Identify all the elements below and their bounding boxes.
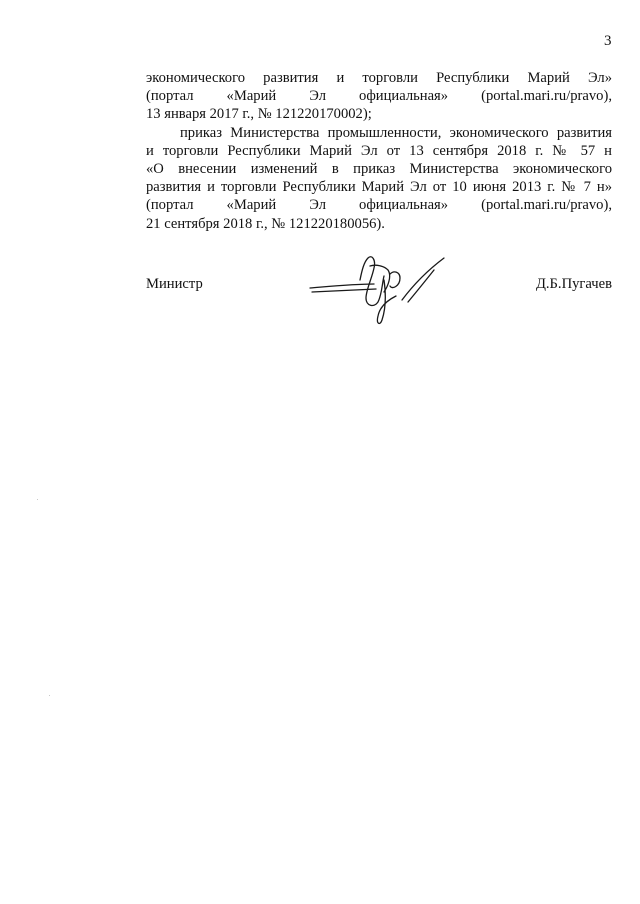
text-line: 13 января 2017 г., № 121220170002); — [146, 106, 372, 123]
signatory-title: Министр — [146, 276, 203, 292]
text-line: 21 сентября 2018 г., № 121220180056). — [146, 215, 385, 232]
handwritten-signature-icon — [304, 240, 464, 332]
text-line: приказ Министерства промышленности, экономического развития — [180, 124, 612, 141]
paragraph-order-reference — [146, 124, 612, 233]
text-line: (портал «Марий Эл официальная» (portal.mari.ru/pravo), — [146, 197, 612, 214]
document-body — [146, 69, 612, 233]
text-line: экономического развития и торговли Республики Марий Эл» — [146, 70, 612, 86]
scan-artifact — [37, 499, 38, 500]
text-line: (портал «Марий Эл официальная» (portal.mari.ru/pravo), — [146, 88, 612, 105]
paragraph-continuation — [146, 69, 612, 124]
text-line: и торговли Республики Марий Эл от 13 сентября 2018 г. № 57 н — [146, 142, 612, 159]
signatory-name: Д.Б.Пугачев — [535, 276, 612, 292]
text-line: развития и торговли Республики Марий Эл от 10 июня 2013 г. № 7 н» — [146, 179, 612, 196]
page-number: 3 — [604, 33, 612, 49]
scan-artifact — [49, 695, 50, 696]
text-line: «О внесении изменений в приказ Министерства экономического — [146, 161, 612, 178]
